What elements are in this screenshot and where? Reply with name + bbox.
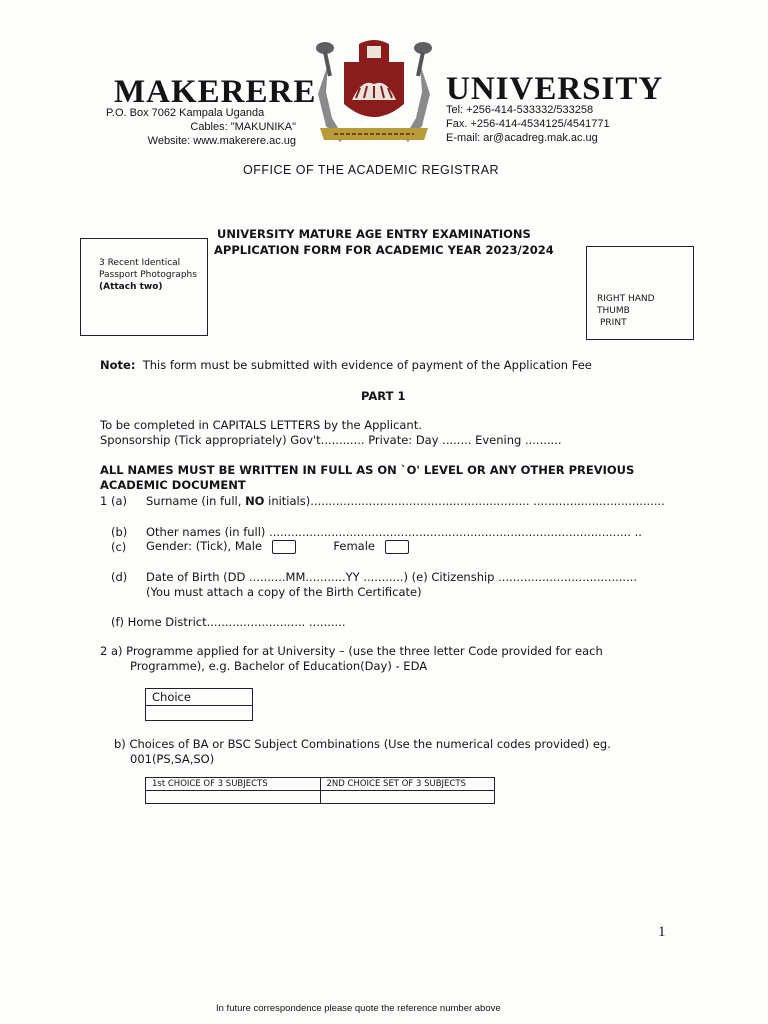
gender-label: Gender: (Tick), Male [146,539,263,553]
office-title: OFFICE OF THE ACADEMIC REGISTRAR [243,163,500,177]
female-checkbox[interactable] [385,540,409,554]
sponsorship-line: Sponsorship (Tick appropriately) Gov't............ Private: Day ........ Evening .......... [100,433,562,447]
first-choice-header: 1st CHOICE OF 3 SUBJECTS [146,778,321,791]
q1a-bold: NO [245,494,265,508]
q1a-surname[interactable] [146,494,665,508]
q1d-number: (d) [111,570,128,584]
names-heading-line1: ALL NAMES MUST BE WRITTEN IN FULL AS ON `O' LEVEL OR ANY OTHER PREVIOUS [100,463,635,477]
q1c-gender [146,539,409,554]
footer-note: In future correspondence please quote the reference number above [216,1003,501,1014]
choice-entry-cell[interactable] [146,706,253,721]
instructions: To be completed in CAPITALS LETTERS by the Applicant. [100,418,422,432]
thumb-box-line1: RIGHT HAND [597,294,655,304]
page-number: 1 [658,924,666,940]
q2a-line1: 2 a) Programme applied for at University – (use the three letter Code provided for each [100,644,603,658]
form-title-line2: APPLICATION FORM FOR ACADEMIC YEAR 2023/2024 [214,243,554,257]
subject-combination-table [145,777,495,804]
photo-box-line1: 3 Recent Identical [99,258,181,268]
male-checkbox[interactable] [272,540,296,554]
q1d-date-citizenship[interactable]: Date of Birth (DD ..........MM...........YY ...........) (e) Citizenship ...................................... [146,570,638,584]
website: Website: www.makerere.ac.ug [147,135,296,147]
q1b-number: (b) [111,525,128,539]
university-name-right: UNIVERSITY [446,71,664,107]
cables: Cables: "MAKUNIKA" [190,121,296,133]
q1a-pre: Surname (in full, [146,494,246,508]
q2a-line2: Programme), e.g. Bachelor of Education(Day) - EDA [130,659,428,673]
note [100,358,592,372]
po-box: P.O. Box 7062 Kampala Uganda [106,107,265,119]
university-crest-icon [304,34,444,152]
names-heading-line2: ACADEMIC DOCUMENT [100,478,246,492]
programme-choice-table [145,688,253,721]
q2b-line1: b) Choices of BA or BSC Subject Combinations (Use the numerical codes provided) eg. [114,737,611,751]
q1b-other-names[interactable]: Other names (in full) ................................................................................................... .. [146,525,642,539]
passport-photo-box[interactable] [80,238,208,336]
university-name-left: MAKERERE [114,74,317,110]
q2b-line2: 001(PS,SA,SO) [130,752,215,766]
photo-box-line2: Passport Photographs [99,270,197,280]
q1a-post: initials)............................................................ .................................... [264,494,665,508]
choice-header: Choice [146,689,253,706]
second-choice-header: 2ND CHOICE SET OF 3 SUBJECTS [320,778,495,791]
part-heading: PART 1 [361,389,406,403]
email: E-mail: ar@acadreg.mak.ac.ug [446,132,598,144]
q1d-note: (You must attach a copy of the Birth Certificate) [146,585,422,599]
telephone: Tel: +256-414-533332/533258 [446,104,594,116]
note-text: This form must be submitted with evidence of payment of the Application Fee [142,358,592,372]
q1c-number: (c) [111,540,127,554]
q1f-home-district[interactable]: (f) Home District........................... .......... [111,615,346,629]
note-label: Note: [100,358,136,372]
form-title-line1: UNIVERSITY MATURE AGE ENTRY EXAMINATIONS [217,227,531,241]
address-left [108,106,298,148]
q1a-number: 1 (a) [100,494,127,508]
thumb-print-box[interactable] [586,246,694,340]
first-choice-cell[interactable] [146,791,321,804]
address-right [446,103,610,145]
fax: Fax. +256-414-4534125/4541771 [446,118,610,130]
photo-box-line3: (Attach two) [99,282,163,292]
thumb-box-line3: PRINT [600,318,627,328]
female-label: Female [333,539,375,553]
second-choice-cell[interactable] [320,791,495,804]
thumb-box-line2: THUMB [597,306,630,316]
